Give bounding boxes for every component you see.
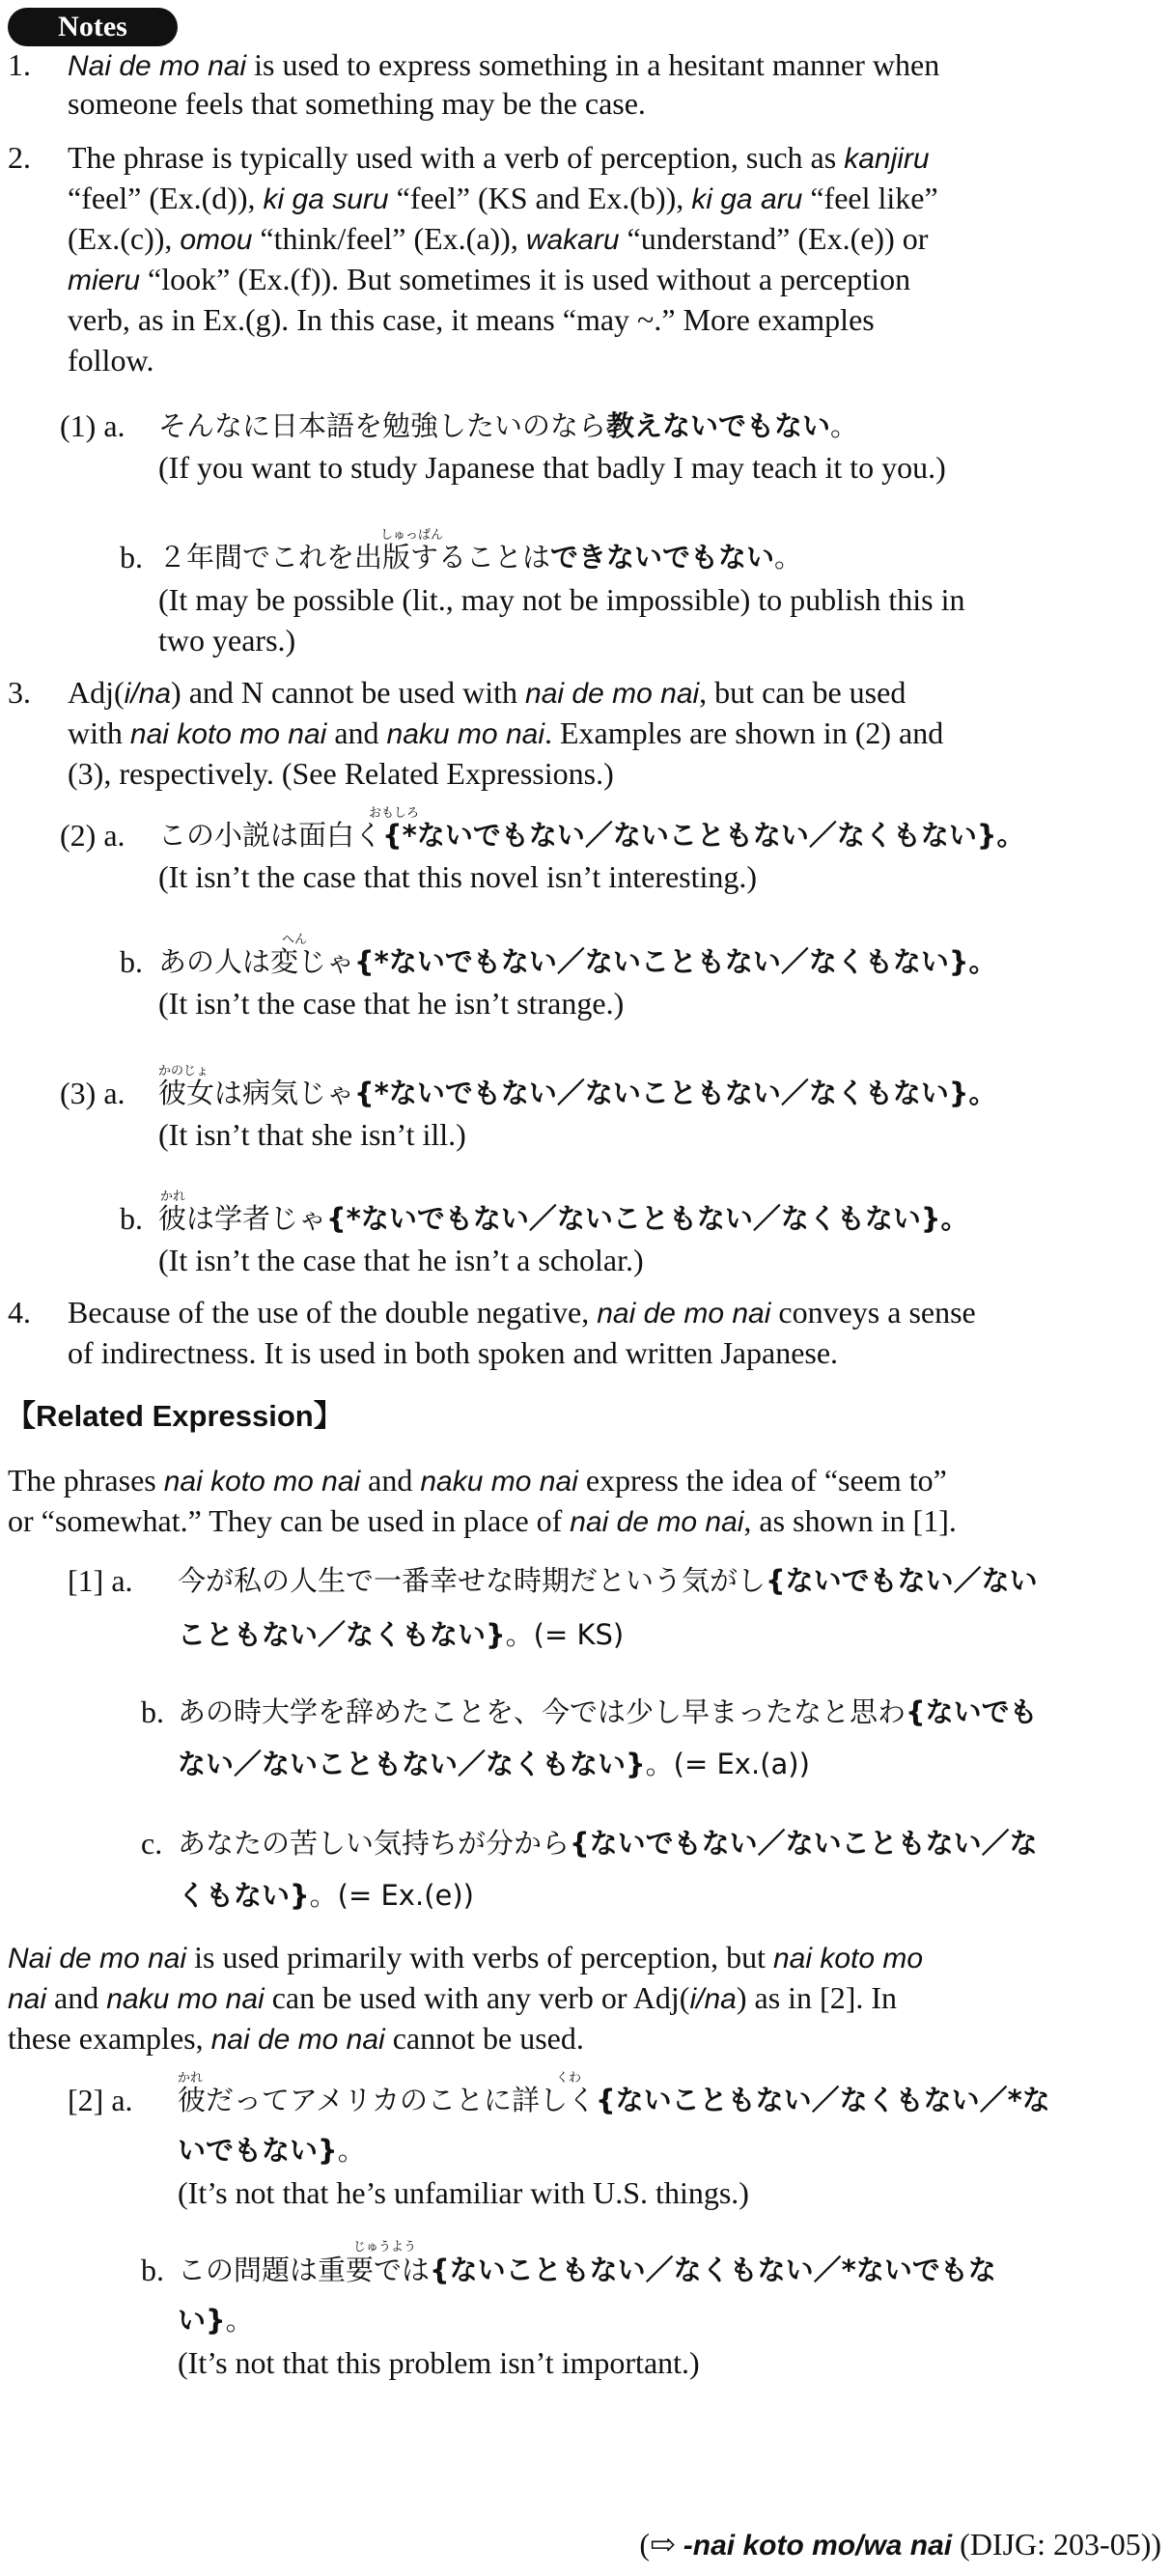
related-para-2-line-2: nai and naku mo nai can be used with any verb or Adj(i/na) as in [2]. In	[8, 1980, 897, 2015]
note-3-line-1: Adj(i/na) and N cannot be used with nai de mo nai, but can be used	[68, 675, 906, 710]
ex3-b-label: b.	[120, 1201, 143, 1236]
rel1-c-line-1: あなたの苦しい気持ちが分から{ないでもない／ないこともない／な	[178, 1827, 1038, 1860]
rel2-a-ruby-1: かれ	[178, 2071, 204, 2086]
related-expression-header: 【Related Expression】	[6, 1399, 344, 1433]
note-2-line-5: verb, as in Ex.(g). In this case, it means “may ~.” More examples	[68, 302, 875, 337]
note-3-line-2: with nai koto mo nai and naku mo nai. Examples are shown in (2) and	[68, 715, 944, 750]
ex1-b-ruby: しゅっぱん	[380, 528, 444, 543]
rel1-b-label: b.	[141, 1694, 164, 1729]
rel1-c-label: c.	[141, 1826, 163, 1861]
ex3-b-japanese: 彼は学者じゃ{*ないでもない／ないこともない／なくもない}。	[158, 1202, 969, 1235]
ex2-b-translation: (It isn’t the case that he isn’t strange.)	[158, 986, 625, 1021]
note-4-line-1: Because of the use of the double negative, nai de mo nai conveys a sense	[68, 1295, 976, 1330]
ex2-b-japanese: あの人は変じゃ{*ないでもない／ないこともない／なくもない}。	[158, 945, 997, 978]
rel1-c-line-2: くもない}。(= Ex.(e))	[178, 1879, 474, 1912]
rel2-b-ruby: じゅうよう	[353, 2240, 417, 2254]
notes-badge: Notes	[8, 8, 178, 46]
rel2-b-line-2: い}。	[178, 2304, 254, 2337]
note-2-line-4: mieru “look” (Ex.(f)). But sometimes it is used without a perception	[68, 262, 911, 296]
note-2-line-6: follow.	[68, 343, 154, 378]
ex3-a-label: (3) a.	[60, 1076, 125, 1110]
note-2-line-2: “feel” (Ex.(d)), ki ga suru “feel” (KS and Ex.(b)), ki ga aru “feel like”	[68, 181, 938, 215]
ex1-b-japanese: ２年間でこれを出版することはできないでもない。	[158, 541, 803, 574]
ex2-a-japanese: この小説は面白く{*ないでもない／ないこともない／なくもない}。	[158, 819, 1025, 852]
rel2-a-line-1: 彼だってアメリカのことに詳しく{ないこともない／なくもない／*な	[178, 2084, 1050, 2116]
ex3-b-ruby: かれ	[160, 1190, 186, 1204]
ex3-a-japanese: 彼女は病気じゃ{*ないでもない／ないこともない／なくもない}。	[158, 1077, 997, 1109]
rel1-b-line-2: ない／ないこともない／なくもない}。(= Ex.(a))	[178, 1748, 810, 1780]
rel2-b-label: b.	[141, 2253, 164, 2287]
rel1-b-line-1: あの時大学を辞めたことを、今では少し早まったなと思わ{ないでも	[178, 1695, 1038, 1728]
rel1-a-line-1: 今が私の人生で一番幸せな時期だという気がし{ないでもない／ない	[178, 1564, 1038, 1597]
rel2-b-line-1: この問題は重要では{ないこともない／なくもない／*ないでもな	[178, 2254, 996, 2286]
note-3-line-3: (3), respectively. (See Related Expressions.)	[68, 756, 614, 791]
related-para-1-line-1: The phrases nai koto mo nai and naku mo nai express the idea of “seem to”	[8, 1463, 947, 1498]
note-2-line-3: (Ex.(c)), omou “think/feel” (Ex.(a)), wakaru “understand” (Ex.(e)) or	[68, 221, 929, 256]
related-para-1-line-2: or “somewhat.” They can be used in place of nai de mo nai, as shown in [1].	[8, 1503, 957, 1538]
ex1-a-label: (1) a.	[60, 408, 125, 443]
rel2-a-label: [2] a.	[68, 2083, 133, 2117]
related-para-2-line-3: these examples, nai de mo nai cannot be used.	[8, 2021, 584, 2056]
ex2-a-translation: (It isn’t the case that this novel isn’t interesting.)	[158, 859, 758, 894]
cross-reference: (⇨ -nai koto mo/wa nai (DIJG: 203-05))	[639, 2527, 1161, 2562]
ex3-b-translation: (It isn’t the case that he isn’t a scholar.)	[158, 1243, 644, 1277]
ex1-b-translation-2: two years.)	[158, 623, 296, 658]
note-2-number: 2.	[8, 140, 31, 175]
ex1-a-japanese: そんなに日本語を勉強したいのなら教えないでもない。	[158, 409, 859, 442]
rel1-a-label: [1] a.	[68, 1563, 133, 1598]
note-1-line-1: Nai de mo nai is used to express something in a hesitant manner when	[68, 47, 940, 82]
rel2-a-translation: (It’s not that he’s unfamiliar with U.S. things.)	[178, 2175, 749, 2210]
ex1-b-translation-1: (It may be possible (lit., may not be impossible) to publish this in	[158, 582, 965, 617]
note-4-line-2: of indirectness. It is used in both spoken and written Japanese.	[68, 1335, 839, 1370]
ex2-b-label: b.	[120, 944, 143, 979]
note-4-number: 4.	[8, 1295, 31, 1330]
ex1-b-label: b.	[120, 540, 143, 574]
note-1-line-2: someone feels that something may be the case.	[68, 86, 646, 121]
ex2-b-ruby: へん	[282, 933, 308, 947]
note-1-number: 1.	[8, 47, 31, 82]
ex1-a-translation: (If you want to study Japanese that badly I may teach it to you.)	[158, 450, 946, 485]
rel2-b-translation: (It’s not that this problem isn’t important.)	[178, 2345, 700, 2380]
ex2-a-ruby: おもしろ	[369, 806, 420, 821]
rel1-a-line-2: こともない／なくもない}。(= KS)	[178, 1618, 625, 1651]
ex3-a-translation: (It isn’t that she isn’t ill.)	[158, 1117, 466, 1152]
note-3-number: 3.	[8, 675, 31, 710]
rel2-a-line-2: いでもない}。	[178, 2134, 366, 2167]
note-2-line-1: The phrase is typically used with a verb of perception, such as kanjiru	[68, 140, 930, 175]
related-para-2-line-1: Nai de mo nai is used primarily with verbs of perception, but nai koto mo	[8, 1940, 924, 1974]
ex2-a-label: (2) a.	[60, 818, 125, 853]
ex3-a-ruby: かのじょ	[158, 1064, 209, 1078]
rel2-a-ruby-2: くわ	[556, 2071, 582, 2086]
